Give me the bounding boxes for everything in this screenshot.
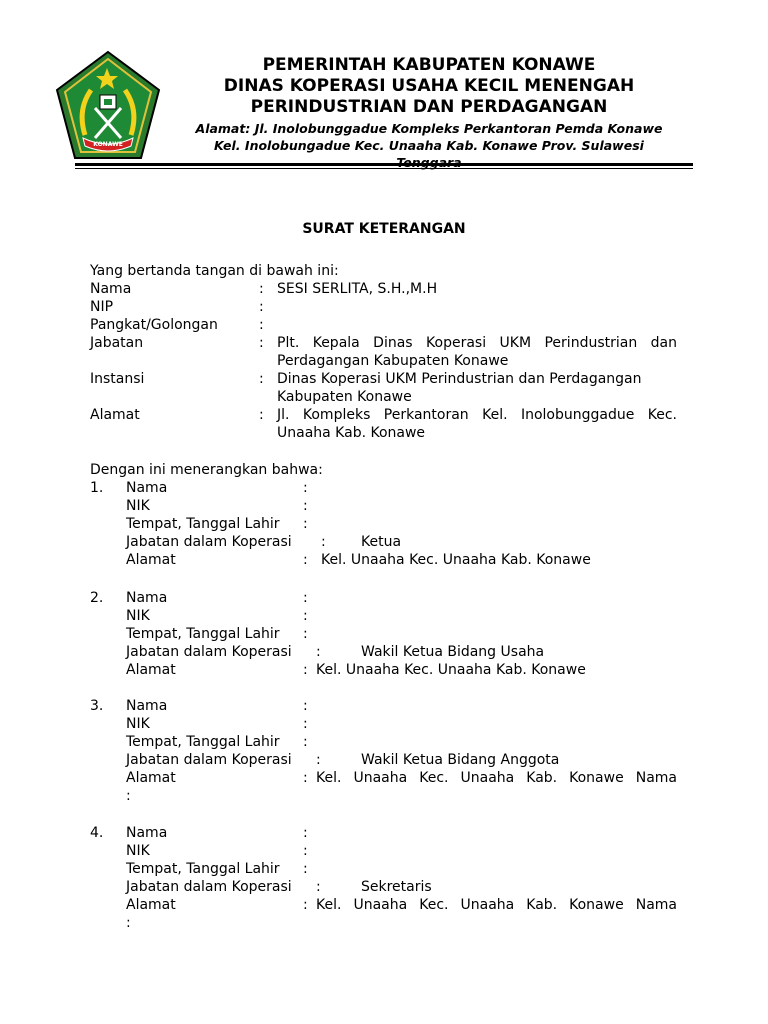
signer-alamat-line1: Jl. Kompleks Perkantoran Kel. Inolobunggadue Kec. <box>277 407 677 423</box>
signer-nip-label: NIP <box>90 299 114 315</box>
intro-text: Yang bertanda tangan di bawah ini: <box>90 263 339 279</box>
signer-instansi-label: Instansi <box>90 371 145 387</box>
member-alamat-value: Kel. Unaaha Kec. Unaaha Kab. Konawe Nama <box>316 897 677 913</box>
letterhead-line1: PEMERINTAH KABUPATEN KONAWE <box>262 55 596 75</box>
member-ttl-label: Tempat, Tanggal Lahir <box>126 516 280 532</box>
member-jabatan-label: Jabatan dalam Koperasi <box>126 644 292 660</box>
colon: : <box>259 281 264 297</box>
signer-jabatan-label: Jabatan <box>90 335 144 351</box>
signer-nama-label: Nama <box>90 281 132 297</box>
colon: : <box>303 498 308 514</box>
signer-alamat-label: Alamat <box>90 407 140 423</box>
signer-nama-value: SESI SERLITA, S.H.,M.H <box>277 281 438 297</box>
letterhead-rule-thin <box>75 168 693 169</box>
member-nama-label: Nama <box>126 698 168 714</box>
signer-alamat-line2: Unaaha Kab. Konawe <box>277 425 426 441</box>
member-jabatan-label: Jabatan dalam Koperasi <box>126 534 292 550</box>
colon: : <box>303 552 308 568</box>
member-alamat-value: Kel. Unaaha Kec. Unaaha Kab. Konawe <box>316 662 586 678</box>
colon: : <box>303 770 308 786</box>
colon: : <box>303 516 308 532</box>
colon: : <box>303 626 308 642</box>
colon: : <box>259 407 264 423</box>
signer-instansi-line1: Dinas Koperasi UKM Perindustrian dan Perdagangan <box>277 371 642 387</box>
member-alamat-label: Alamat <box>126 552 176 568</box>
signer-jabatan-line1: Plt. Kepala Dinas Koperasi UKM Perindustrian dan <box>277 335 677 351</box>
member-alamat-overflow: : <box>126 915 131 931</box>
colon: : <box>303 480 308 496</box>
colon: : <box>259 299 264 315</box>
konawe-logo <box>55 50 161 162</box>
member-alamat-value: Kel. Unaaha Kec. Unaaha Kab. Konawe <box>321 552 591 568</box>
colon: : <box>303 843 308 859</box>
colon: : <box>259 317 264 333</box>
member-jabatan-label: Jabatan dalam Koperasi <box>126 879 292 895</box>
member-ttl-label: Tempat, Tanggal Lahir <box>126 734 280 750</box>
document-title: SURAT KETERANGAN <box>302 221 466 237</box>
member-ttl-label: Tempat, Tanggal Lahir <box>126 626 280 642</box>
member-jabatan-label: Jabatan dalam Koperasi <box>126 752 292 768</box>
member-number: 4. <box>90 825 104 841</box>
member-nik-label: NIK <box>126 608 150 624</box>
colon: : <box>303 698 308 714</box>
member-jabatan-value: Sekretaris <box>361 879 432 895</box>
member-alamat-label: Alamat <box>126 897 176 913</box>
signer-jabatan-line2: Perdagangan Kabupaten Konawe <box>277 353 509 369</box>
member-jabatan-value: Wakil Ketua Bidang Anggota <box>361 752 560 768</box>
member-number: 1. <box>90 480 104 496</box>
colon: : <box>316 879 321 895</box>
colon: : <box>321 534 326 550</box>
colon: : <box>303 734 308 750</box>
colon: : <box>303 861 308 877</box>
colon: : <box>303 897 308 913</box>
colon: : <box>316 644 321 660</box>
colon: : <box>259 371 264 387</box>
member-ttl-label: Tempat, Tanggal Lahir <box>126 861 280 877</box>
member-nik-label: NIK <box>126 498 150 514</box>
logo-text: KONAWE <box>93 141 123 148</box>
letterhead-rule-thick <box>75 163 693 166</box>
member-nama-label: Nama <box>126 590 168 606</box>
colon: : <box>303 608 308 624</box>
member-nama-label: Nama <box>126 480 168 496</box>
colon: : <box>303 590 308 606</box>
member-alamat-label: Alamat <box>126 662 176 678</box>
colon: : <box>303 825 308 841</box>
member-number: 3. <box>90 698 104 714</box>
colon: : <box>316 752 321 768</box>
signer-instansi-line2: Kabupaten Konawe <box>277 389 412 405</box>
member-alamat-value: Kel. Unaaha Kec. Unaaha Kab. Konawe Nama <box>316 770 677 786</box>
letterhead <box>190 55 668 171</box>
member-nik-label: NIK <box>126 716 150 732</box>
member-jabatan-value: Ketua <box>361 534 402 550</box>
letterhead-address: Alamat: Jl. Inolobunggadue Kompleks Perkantoran Pemda Konawe Kel. Inolobungadue Kec. Unaaha Kab. Konawe Prov. Sulawesi <box>195 121 663 153</box>
member-alamat-overflow: : <box>126 788 131 804</box>
member-number: 2. <box>90 590 104 606</box>
member-nama-label: Nama <box>126 825 168 841</box>
member-nik-label: NIK <box>126 843 150 859</box>
letterhead-line3: PERINDUSTRIAN DAN PERDAGANGAN <box>250 97 608 117</box>
colon: : <box>303 716 308 732</box>
signer-pangkat-label: Pangkat/Golongan <box>90 317 218 333</box>
colon: : <box>303 662 308 678</box>
member-jabatan-value: Wakil Ketua Bidang Usaha <box>361 644 545 660</box>
member-alamat-label: Alamat <box>126 770 176 786</box>
statement-text: Dengan ini menerangkan bahwa: <box>90 462 323 478</box>
colon: : <box>259 335 264 351</box>
letterhead-line2: DINAS KOPERASI USAHA KECIL MENENGAH <box>223 76 635 96</box>
